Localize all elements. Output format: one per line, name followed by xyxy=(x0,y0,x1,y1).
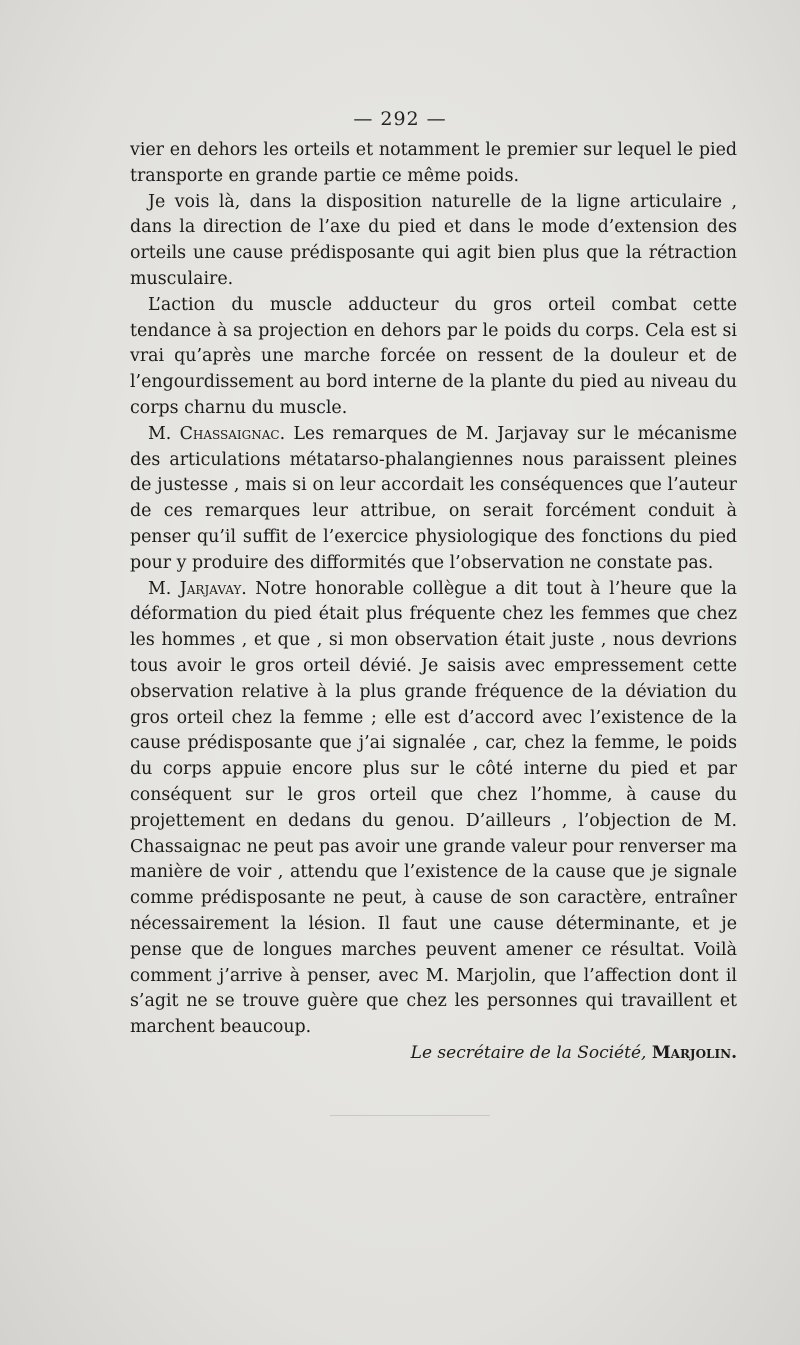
speaker-chassaignac: M. Chassaignac. xyxy=(148,423,286,444)
speech-chassaignac-text: Les remarques de M. Jarjavay sur le mécanisme des articulations métatarso-phalangiennes nous paraissent pleines de justesse , mais si on leur accordait les conséquences que l’auteur de ces remarques leur attribue, on serait forcément conduit à penser qu’il suffit de l’exercice physiologique des fonctions du pied pour y produire des difformités que l’observation ne constate pas. xyxy=(130,423,738,573)
speech-jarjavay xyxy=(130,577,737,1041)
paragraph-muscle: L’action du muscle adducteur du gros orteil combat cette tendance à sa projection en dehors par le poids du corps. Cela est si vrai qu’après une marche forcée on ressent de la douleur et de l’engourdissement au bord interne de la plante du pied au niveau du corps charnu du muscle. xyxy=(130,294,737,418)
speech-jarjavay-text: Notre honorable collègue a dit tout à l’heure que la déformation du pied était plus fréquente chez les femmes que chez les hommes , et que , si mon observation était juste , nous devrions tous avoir le gros orteil dévié. Je saisis avec empressement cette observation relative à la plus grande fréquence de la déviation du gros orteil chez la femme ; elle est d’accord avec l’existence de la cause prédisposante que j’ai signalée , car, chez la femme, le poids du corps appuie encore plus sur le côté interne du pied et par conséquent sur le gros orteil que chez l’homme, à cause du projettement en dedans du genou. D’ailleurs , l’objection de M. Chassaignac ne peut pas avoir une grande valeur pour renverser ma manière de voir , attendu que l’existence de la cause que je signale comme prédisposante ne peut, à cause de son caractère, entraîner nécessairement la lésion. Il faut une cause déterminante, et je pense que de longues marches peuvent amener ce résultat. Voilà comment j’arrive à penser, avec M. Marjolin, que l’affection dont il s’agit ne se trouve guère que chez les personnes qui travaillent et marchent beaucoup. xyxy=(130,578,738,1038)
speech-chassaignac xyxy=(130,422,737,577)
speaker-jarjavay: M. Jarjavay. xyxy=(148,578,247,599)
paragraph-continuation: vier en dehors les orteils et notamment le premier sur lequel le pied transporte en grande partie ce même poids. xyxy=(130,140,737,186)
signature xyxy=(130,1041,737,1067)
signature-role: Le secrétaire de la Société, xyxy=(410,1042,647,1063)
signature-name: Marjolin. xyxy=(651,1042,737,1063)
paragraph-cause: Je vois là, dans la disposition naturelle de la ligne articulaire , dans la direction de l’axe du pied et dans le mode d’extension des orteils une cause prédisposante qui agit bien plus que la rétraction musculaire. xyxy=(130,191,737,289)
body-text xyxy=(130,138,737,1067)
show-through-rule xyxy=(330,1115,490,1116)
page-number: — 292 — xyxy=(353,108,447,130)
